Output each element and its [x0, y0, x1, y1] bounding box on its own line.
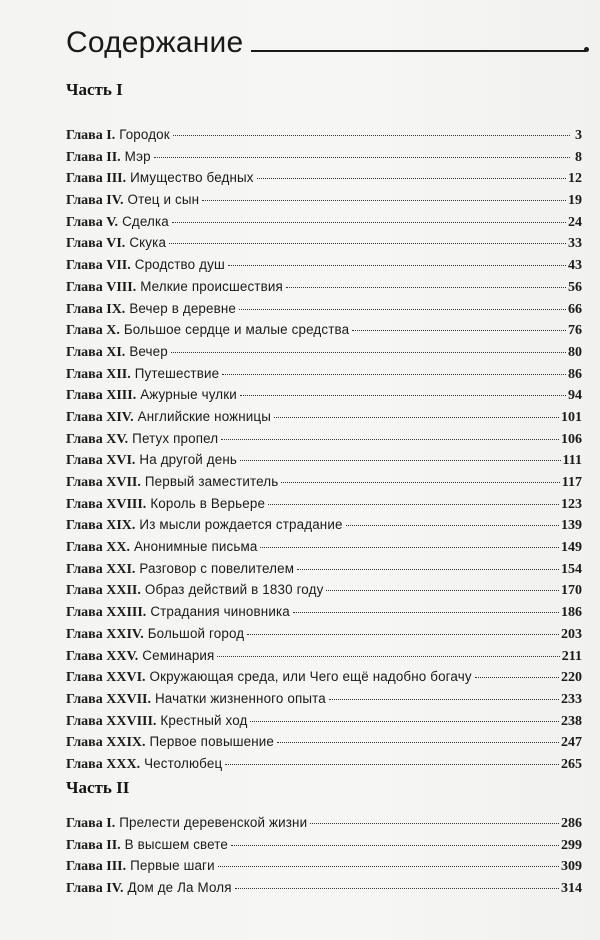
dot-leader — [231, 845, 559, 846]
page-number: 203 — [561, 626, 582, 642]
page-number: 19 — [568, 193, 582, 209]
page-number: 186 — [561, 605, 582, 621]
toc-entry — [66, 514, 582, 536]
chapter-title: Имущество бедных — [130, 170, 254, 186]
chapter-label: Глава XII. — [66, 366, 131, 382]
chapter-title: Из мысли рождается страдание — [139, 517, 343, 533]
chapter-label: Глава VI. — [66, 236, 126, 252]
chapter-label: Глава XXIX. — [66, 735, 146, 751]
dot-leader — [260, 547, 559, 548]
toc-entry — [66, 623, 582, 645]
toc-entry — [66, 276, 582, 298]
chapter-label: Глава III. — [66, 859, 127, 874]
chapter-title: Окружающая среда, или Чего ещё надобно богачу — [149, 669, 472, 685]
toc-entry — [66, 254, 582, 276]
toc-entry — [66, 298, 582, 320]
page-number: 80 — [568, 344, 582, 360]
chapter-label: Глава IV. — [66, 880, 124, 896]
chapter-label: Глава X. — [66, 323, 120, 339]
page-number: 238 — [561, 713, 582, 729]
toc-entry — [66, 406, 582, 428]
toc-entry — [66, 601, 582, 623]
page-number: 123 — [561, 496, 582, 512]
page-number: 309 — [561, 859, 582, 874]
dot-leader — [297, 569, 559, 570]
dot-leader — [277, 742, 559, 743]
title-rule — [251, 50, 586, 52]
chapter-title: Анонимные письма — [133, 539, 258, 555]
chapter-title: Ажурные чулки — [140, 387, 237, 403]
toc-entry — [66, 645, 582, 667]
dot-leader — [475, 677, 559, 678]
chapter-label: Глава XVIII. — [66, 496, 147, 512]
chapter-title: Честолюбец — [144, 755, 223, 771]
toc-entry — [66, 753, 582, 775]
toc-entry — [66, 363, 582, 385]
toc-entry — [66, 666, 582, 688]
chapter-label: Глава II. — [66, 149, 121, 165]
dot-leader — [239, 309, 566, 310]
chapter-title: Путешествие — [134, 365, 220, 381]
chapter-label: Глава V. — [66, 214, 119, 230]
chapter-title: Страдания чиновника — [150, 604, 290, 620]
toc-entry — [66, 688, 582, 710]
dot-leader — [257, 178, 566, 179]
chapter-title: Мэр — [124, 148, 151, 164]
dot-leader — [225, 764, 559, 765]
chapter-title: Семинария — [142, 647, 215, 663]
toc-list-part-2 — [66, 812, 582, 898]
chapter-label: Глава XXVI. — [66, 670, 146, 686]
chapter-label: Глава XXVII. — [66, 691, 151, 707]
chapter-title: Сделка — [122, 213, 169, 229]
page-title: Содержание — [66, 26, 244, 59]
page-number: 43 — [568, 258, 582, 274]
dot-leader — [172, 222, 566, 223]
page-number: 139 — [561, 518, 582, 534]
page-number: 314 — [561, 880, 582, 896]
page-number: 154 — [561, 561, 582, 577]
toc-entry — [66, 493, 582, 515]
chapter-title: Первое повышение — [149, 734, 274, 750]
chapter-title: Король в Верьере — [150, 495, 266, 511]
chapter-label: Глава XV. — [66, 431, 129, 447]
chapter-label: Глава IX. — [66, 301, 126, 317]
page-number: 247 — [561, 735, 582, 751]
page-number: 170 — [561, 583, 582, 599]
page-number: 66 — [568, 301, 582, 317]
page-number: 101 — [561, 409, 582, 425]
toc-entry — [66, 341, 582, 363]
chapter-title: Сродство душ — [134, 257, 225, 273]
toc-entry — [66, 855, 582, 877]
dot-leader — [235, 888, 559, 889]
dot-leader — [281, 482, 559, 483]
page-number: 24 — [568, 214, 582, 230]
dot-leader — [218, 866, 559, 867]
dot-leader — [247, 634, 559, 635]
chapter-title: Большой город — [147, 625, 245, 641]
chapter-label: Глава I. — [66, 128, 116, 143]
toc-entry — [66, 812, 582, 834]
toc-entry — [66, 558, 582, 580]
chapter-title: Городок — [119, 127, 170, 142]
chapter-label: Глава XXIII. — [66, 605, 147, 621]
dot-leader — [169, 243, 566, 244]
chapter-label: Глава XI. — [66, 344, 126, 360]
page-number: 76 — [568, 323, 582, 339]
chapter-label: Глава I. — [66, 816, 116, 831]
toc-entry — [66, 471, 582, 493]
chapter-label: Глава XIII. — [66, 388, 137, 404]
page-number: 265 — [561, 756, 582, 772]
toc-entry — [66, 189, 582, 211]
chapter-label: Глава IV. — [66, 193, 124, 209]
chapter-label: Глава VII. — [66, 258, 131, 274]
chapter-title: Первый заместитель — [144, 474, 279, 489]
chapter-label: Глава XVI. — [66, 453, 136, 469]
page-number: 94 — [568, 388, 582, 404]
dot-leader — [268, 504, 559, 505]
chapter-title: Крестный ход — [160, 712, 248, 728]
page-number: 106 — [561, 431, 582, 447]
dot-leader — [171, 352, 566, 353]
chapter-label: Глава VIII. — [66, 279, 137, 295]
page-number: 117 — [561, 475, 582, 490]
chapter-label: Глава XXVIII. — [66, 713, 157, 729]
dot-leader — [240, 460, 560, 461]
toc-entry — [66, 710, 582, 732]
chapter-label: Глава XIV. — [66, 409, 134, 425]
chapter-title: Вечер в деревне — [129, 300, 237, 316]
dot-leader — [329, 699, 559, 700]
chapter-title: Первые шаги — [130, 858, 215, 873]
chapter-label: Глава XXX. — [66, 756, 141, 772]
chapter-title: Большое сердце и малые средства — [123, 322, 350, 338]
toc-entry — [66, 124, 582, 146]
page-number: 220 — [561, 670, 582, 686]
page-number: 8 — [575, 149, 582, 165]
chapter-label: Глава XXIV. — [66, 626, 144, 642]
page-number: 286 — [561, 816, 582, 831]
chapter-title: На другой день — [139, 452, 238, 468]
page-number: 3 — [575, 128, 582, 143]
chapter-title: Образ действий в 1830 году — [144, 582, 324, 598]
dot-leader — [221, 439, 559, 440]
page-number: 111 — [562, 453, 582, 469]
chapter-title: Английские ножницы — [137, 408, 272, 424]
chapter-title: Скука — [129, 235, 167, 251]
toc-entry — [66, 232, 582, 254]
chapter-label: Глава XIX. — [66, 518, 136, 534]
toc-header — [66, 16, 586, 58]
toc-entry — [66, 319, 582, 341]
chapter-title: Мелкие происшествия — [140, 278, 283, 294]
dot-leader — [222, 374, 566, 375]
dot-leader — [228, 265, 566, 266]
page-number: 86 — [568, 366, 582, 382]
chapter-title: Разговор с повелителем — [139, 560, 295, 576]
toc-entry — [66, 384, 582, 406]
toc-entry — [66, 146, 582, 168]
dot-leader — [293, 612, 559, 613]
toc-entry — [66, 211, 582, 233]
chapter-title: Начатки жизненного опыта — [154, 690, 326, 706]
chapter-title: Вечер — [129, 343, 168, 359]
toc-entry — [66, 449, 582, 471]
chapter-label: Глава II. — [66, 837, 121, 853]
toc-entry — [66, 731, 582, 753]
chapter-title: Прелести деревенской жизни — [119, 815, 308, 830]
dot-leader — [240, 395, 566, 396]
chapter-label: Глава XXV. — [66, 648, 139, 664]
toc-entry — [66, 579, 582, 601]
page-number: 33 — [568, 236, 582, 252]
chapter-title: Дом де Ла Моля — [127, 879, 232, 895]
chapter-label: Глава XXII. — [66, 583, 141, 599]
toc-entry — [66, 428, 582, 450]
chapter-label: Глава XXI. — [66, 561, 136, 577]
chapter-label: Глава III. — [66, 171, 127, 187]
chapter-title: В высшем свете — [124, 836, 229, 852]
dot-leader — [326, 590, 559, 591]
toc-entry — [66, 834, 582, 856]
dot-leader — [250, 721, 559, 722]
dot-leader — [173, 135, 570, 136]
page-number: 149 — [561, 540, 582, 556]
dot-leader — [274, 417, 559, 418]
page-number: 233 — [561, 691, 582, 707]
chapter-title: Петух пропел — [132, 430, 219, 446]
toc-entry — [66, 877, 582, 899]
chapter-label: Глава XX. — [66, 540, 130, 556]
page-number: 12 — [568, 171, 582, 187]
page-number: 211 — [561, 648, 582, 664]
dot-leader — [154, 157, 570, 158]
toc-list-part-1 — [66, 124, 582, 775]
dot-leader — [352, 330, 566, 331]
dot-leader — [346, 525, 559, 526]
toc-entry — [66, 536, 582, 558]
part-heading-2: Часть II — [66, 778, 130, 797]
dot-leader — [310, 823, 559, 824]
toc-entry — [66, 167, 582, 189]
chapter-label: Глава XVII. — [66, 475, 141, 490]
dot-leader — [217, 656, 559, 657]
dot-leader — [286, 287, 566, 288]
dot-leader — [202, 200, 566, 201]
page-number: 56 — [568, 279, 582, 295]
page-number: 299 — [561, 837, 582, 853]
chapter-title: Отец и сын — [127, 192, 200, 208]
part-heading-1: Часть I — [66, 80, 123, 99]
